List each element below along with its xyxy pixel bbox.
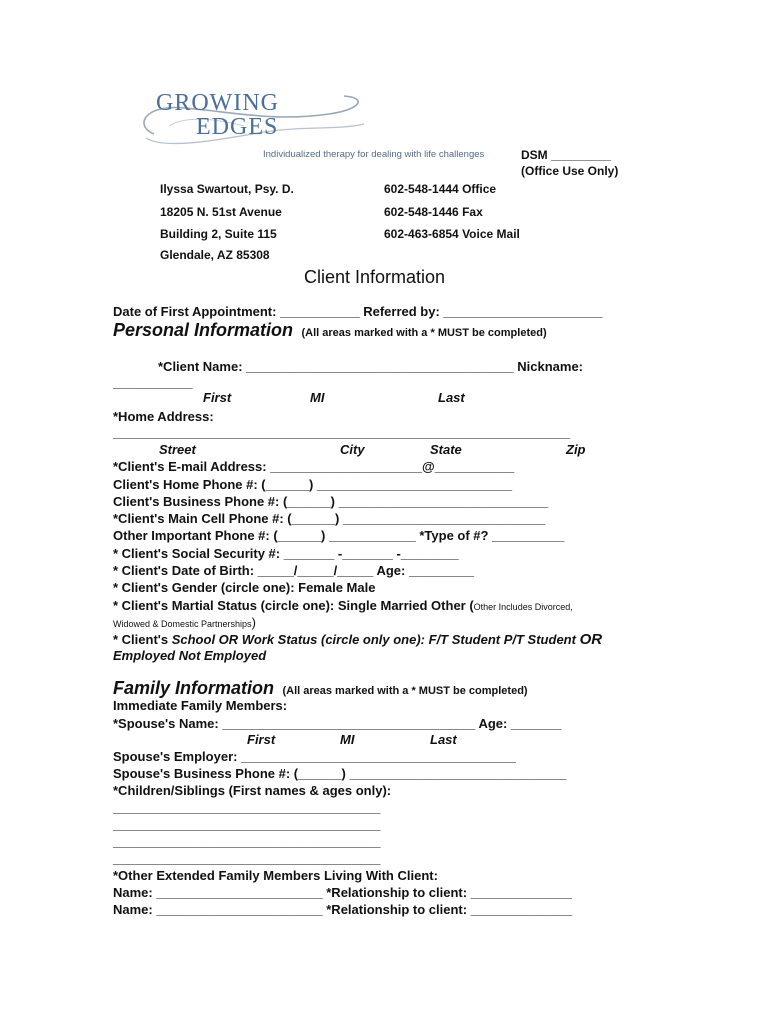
phone-type-text: *Type of #? __________ [419, 528, 565, 543]
marital-other-note-cont: Widowed & Domestic Partnerships [113, 619, 252, 629]
address-city-label: City [340, 442, 365, 457]
name-mi-label: MI [310, 390, 325, 405]
practice-name: Ilyssa Swartout, Psy. D. [160, 182, 294, 196]
extended-member-name: Name: _______________________ [113, 902, 327, 917]
marital-status-continued [113, 614, 256, 632]
immediate-family-label: Immediate Family Members: [113, 698, 288, 713]
practice-city: Glendale, AZ 85308 [160, 248, 270, 262]
home-phone-field: Client's Home Phone #: (______) ___________________________ [113, 477, 513, 492]
marital-status-field [113, 597, 573, 615]
extended-member-relationship: *Relationship to client: ______________ [326, 885, 572, 900]
employment-status-text: Employed Not Employed [113, 648, 267, 663]
logo-tagline: Individualized therapy for dealing with life challenges [263, 149, 485, 160]
children-blank-line: _____________________________________ [113, 800, 381, 815]
home-address-label: *Home Address: [113, 409, 214, 424]
spouse-first-label: First [247, 732, 276, 747]
first-appointment-line: Date of First Appointment: ___________ Referred by: ______________________ [113, 304, 603, 319]
children-blank-line: _____________________________________ [113, 817, 381, 832]
extended-family-label: *Other Extended Family Members Living With Client: [113, 868, 438, 883]
name-last-label: Last [438, 390, 465, 405]
dsm-field: DSM _________ [521, 148, 612, 162]
extended-member-row [113, 885, 572, 900]
spouse-business-phone-field: Spouse's Business Phone #: (______) ______________________________ [113, 766, 567, 781]
gender-field: * Client's Gender (circle one): Female Male [113, 580, 376, 595]
address-zip-label: Zip [566, 442, 586, 457]
ssn-field: * Client's Social Security #: _______ -_______ -________ [113, 546, 459, 561]
practice-street: 18205 N. 51st Avenue [160, 205, 282, 219]
home-address-line: _________________________________________________________________ [113, 425, 570, 440]
spouse-last-label: Last [430, 732, 457, 747]
family-info-heading [113, 678, 528, 699]
client-name-field: *Client Name: _____________________________________ Nickname: [158, 359, 584, 374]
practice-building: Building 2, Suite 115 [160, 227, 277, 241]
children-blank-line: _____________________________________ [113, 851, 381, 866]
office-use-only: (Office Use Only) [521, 164, 619, 178]
status-or: OR [579, 631, 603, 648]
name-first-label: First [203, 390, 232, 405]
marital-close-paren: ) [251, 615, 256, 630]
school-work-status-field [113, 631, 602, 648]
cell-phone-field: *Client's Main Cell Phone #: (______) ____________________________ [113, 511, 546, 526]
personal-info-note: (All areas marked with a * MUST be completed) [301, 327, 547, 339]
business-phone-field: Client's Business Phone #: (______) _____________________________ [113, 494, 549, 509]
status-text: School OR Work Status (circle only one): F/T Student P/T Student [171, 632, 580, 647]
extended-member-row [113, 902, 572, 917]
children-siblings-label: *Children/Siblings (First names & ages only): [113, 783, 392, 798]
logo-line-2: EDGES [196, 114, 279, 140]
status-prefix: * Client's [113, 632, 172, 647]
address-street-label: Street [159, 442, 196, 457]
dob-field: * Client's Date of Birth: _____/_____/_____ Age: _________ [113, 563, 475, 578]
other-phone-field [113, 528, 564, 543]
extended-member-name: Name: _______________________ [113, 885, 327, 900]
spouse-employer-field: Spouse's Employer: ______________________________________ [113, 749, 516, 764]
fax-number: 602-548-1446 Fax [384, 205, 483, 219]
address-state-label: State [430, 442, 462, 457]
voicemail-number: 602-463-6854 Voice Mail [384, 227, 520, 241]
page-title: Client Information [304, 267, 446, 287]
spouse-name-field: *Spouse's Name: ___________________________________ Age: _______ [113, 716, 562, 731]
email-field: *Client's E-mail Address: _____________________@___________ [113, 459, 515, 474]
marital-other-note: Other Includes Divorced, [473, 602, 573, 612]
other-phone-text: Other Important Phone #: (______) ____________ [113, 528, 420, 543]
logo-line-1: GROWING [156, 90, 279, 116]
marital-status-text: * Client's Martial Status (circle one): Single Married Other ( [113, 598, 474, 613]
personal-info-title: Personal Information [113, 320, 294, 340]
personal-info-heading [113, 320, 547, 341]
children-blank-line: _____________________________________ [113, 834, 381, 849]
family-info-note: (All areas marked with a * MUST be completed) [282, 685, 528, 697]
client-name-continued: ___________ [113, 375, 193, 390]
family-info-title: Family Information [113, 678, 275, 698]
extended-member-relationship: *Relationship to client: ______________ [326, 902, 572, 917]
office-phone: 602-548-1444 Office [384, 182, 497, 196]
spouse-mi-label: MI [340, 732, 355, 747]
